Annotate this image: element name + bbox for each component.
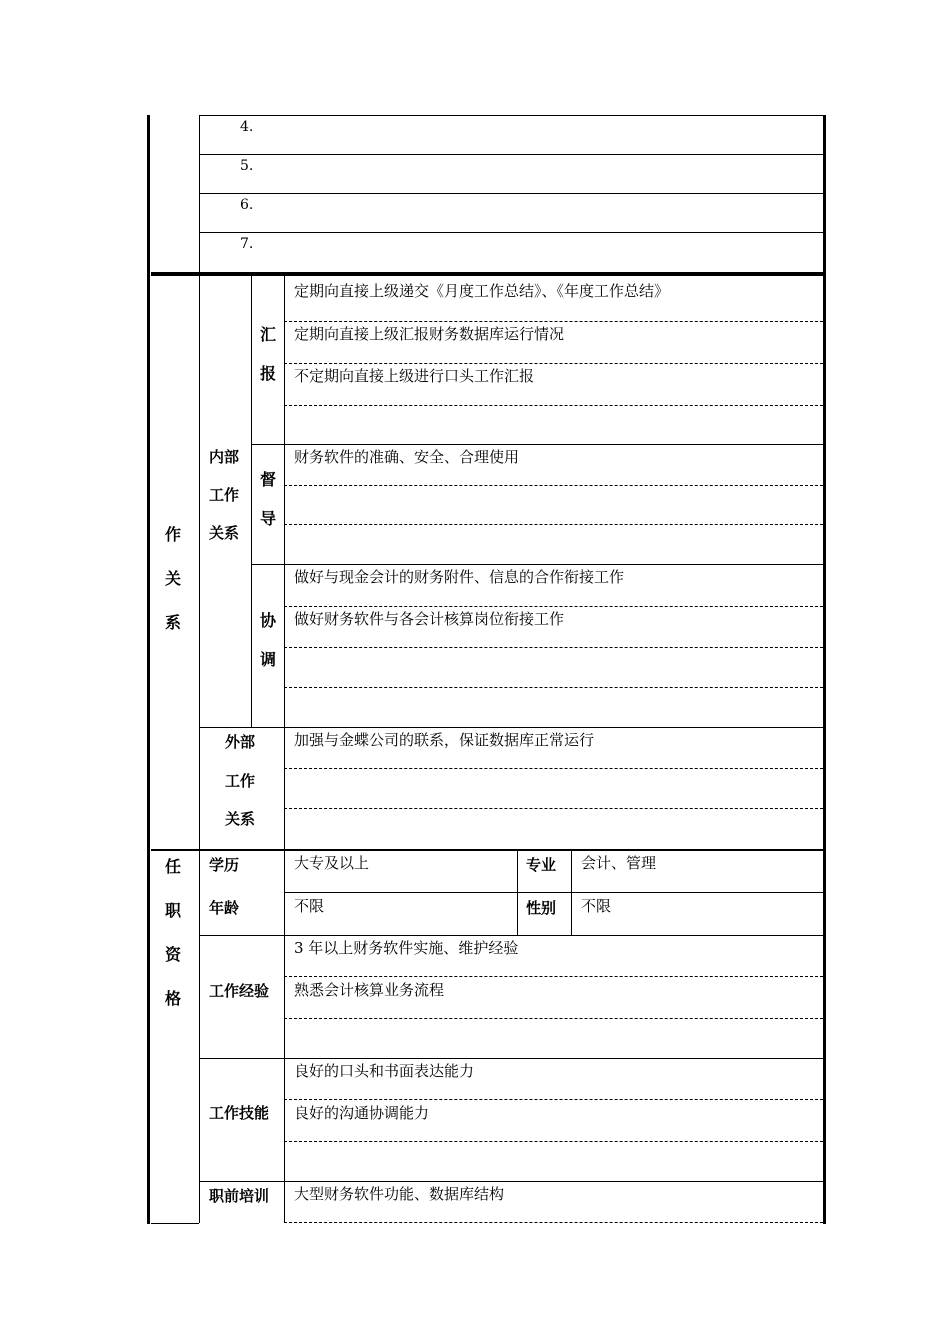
gender-value: 不限 — [581, 897, 612, 915]
qual-mid-divider — [517, 851, 518, 935]
dashed-line — [284, 363, 823, 364]
skills-item: 良好的沟通协调能力 — [294, 1104, 430, 1122]
education-label: 学历 — [209, 856, 240, 874]
external-relations-label-line1: 外部 — [225, 733, 256, 751]
row-line — [199, 935, 823, 936]
row-number: 5. — [240, 158, 254, 174]
skills-item: 良好的口头和书面表达能力 — [294, 1062, 475, 1080]
bottom-border — [151, 1223, 199, 1224]
label-char: 协 — [259, 611, 276, 630]
dashed-line — [284, 1099, 823, 1100]
row-line — [199, 1181, 823, 1182]
internal-relations-label-line2: 工作 — [209, 486, 240, 504]
top-row-line — [199, 115, 823, 116]
experience-item: 3 年以上财务软件实施、维护经验 — [294, 939, 519, 957]
dashed-line — [284, 321, 823, 322]
coordinate-item: 做好财务软件与各会计核算岗位衔接工作 — [294, 610, 565, 628]
top-col-divider — [199, 115, 200, 275]
dashed-line — [284, 687, 823, 688]
row-line — [199, 1058, 823, 1059]
label-char: 任 — [164, 857, 181, 876]
label-char: 关 — [164, 569, 181, 588]
block-line — [199, 727, 823, 728]
qual-content-divider — [284, 851, 285, 1223]
dashed-line — [284, 808, 823, 809]
dashed-line — [284, 976, 823, 977]
relations-section-label — [161, 522, 185, 654]
internal-relations-label-line1: 内部 — [209, 448, 240, 466]
label-char: 调 — [259, 650, 276, 669]
dashed-line — [284, 768, 823, 769]
external-relations-label-line2: 工作 — [225, 772, 256, 790]
dashed-line — [284, 405, 823, 406]
label-char: 汇 — [259, 325, 276, 344]
skills-label: 工作技能 — [209, 1104, 270, 1122]
report-item: 定期向直接上级递交《月度工作总结》、《年度工作总结》 — [294, 282, 670, 300]
section-divider — [151, 849, 823, 851]
experience-item: 熟悉会计核算业务流程 — [294, 981, 445, 999]
age-label: 年龄 — [209, 899, 240, 917]
label-char: 报 — [259, 364, 276, 383]
outer-left-border — [147, 115, 150, 1224]
top-row-line — [199, 232, 823, 233]
label-char: 督 — [259, 470, 276, 489]
supervise-label — [256, 467, 280, 545]
education-value: 大专及以上 — [294, 854, 370, 872]
label-char: 职 — [164, 901, 181, 920]
block-line — [251, 444, 823, 445]
experience-label: 工作经验 — [209, 982, 270, 1000]
major-label: 专业 — [526, 856, 557, 874]
label-char: 导 — [259, 509, 276, 528]
report-item: 定期向直接上级汇报财务数据库运行情况 — [294, 325, 565, 343]
dashed-line — [284, 524, 823, 525]
label-char: 格 — [164, 989, 181, 1008]
outer-right-border — [823, 115, 826, 1224]
qual-col-divider — [199, 851, 200, 1223]
dashed-line — [284, 1222, 823, 1223]
external-relations-label-line3: 关系 — [225, 810, 256, 828]
label-char: 资 — [164, 945, 181, 964]
internal-relations-label-line3: 关系 — [209, 524, 240, 542]
qualification-section-label — [161, 854, 185, 1030]
coordinate-item: 做好与现金会计的财务附件、信息的合作衔接工作 — [294, 568, 625, 586]
dashed-line — [284, 606, 823, 607]
report-item: 不定期向直接上级进行口头工作汇报 — [294, 367, 535, 385]
dashed-line — [284, 647, 823, 648]
relations-col-divider — [199, 276, 200, 850]
row-number: 6. — [240, 197, 254, 213]
dashed-line — [284, 1018, 823, 1019]
training-label: 职前培训 — [209, 1187, 270, 1205]
coordinate-label — [256, 608, 280, 686]
qual-mid-divider2 — [571, 851, 572, 935]
gender-label: 性别 — [526, 899, 557, 917]
internal-col-divider — [251, 276, 252, 727]
dashed-line — [284, 1141, 823, 1142]
dashed-line — [284, 485, 823, 486]
label-char: 系 — [164, 613, 181, 632]
top-row-line — [199, 193, 823, 194]
row-number: 4. — [240, 119, 254, 135]
supervise-item: 财务软件的准确、安全、合理使用 — [294, 448, 520, 466]
block-line — [251, 564, 823, 565]
training-item: 大型财务软件功能、数据库结构 — [294, 1185, 505, 1203]
major-value: 会计、管理 — [581, 854, 657, 872]
label-char: 作 — [164, 525, 181, 544]
top-row-line — [199, 154, 823, 155]
row-number: 7. — [240, 236, 254, 252]
row-line — [284, 892, 823, 893]
external-item: 加强与金蝶公司的联系，保证数据库正常运行 — [294, 731, 595, 749]
report-label — [256, 322, 280, 400]
age-value: 不限 — [294, 897, 325, 915]
